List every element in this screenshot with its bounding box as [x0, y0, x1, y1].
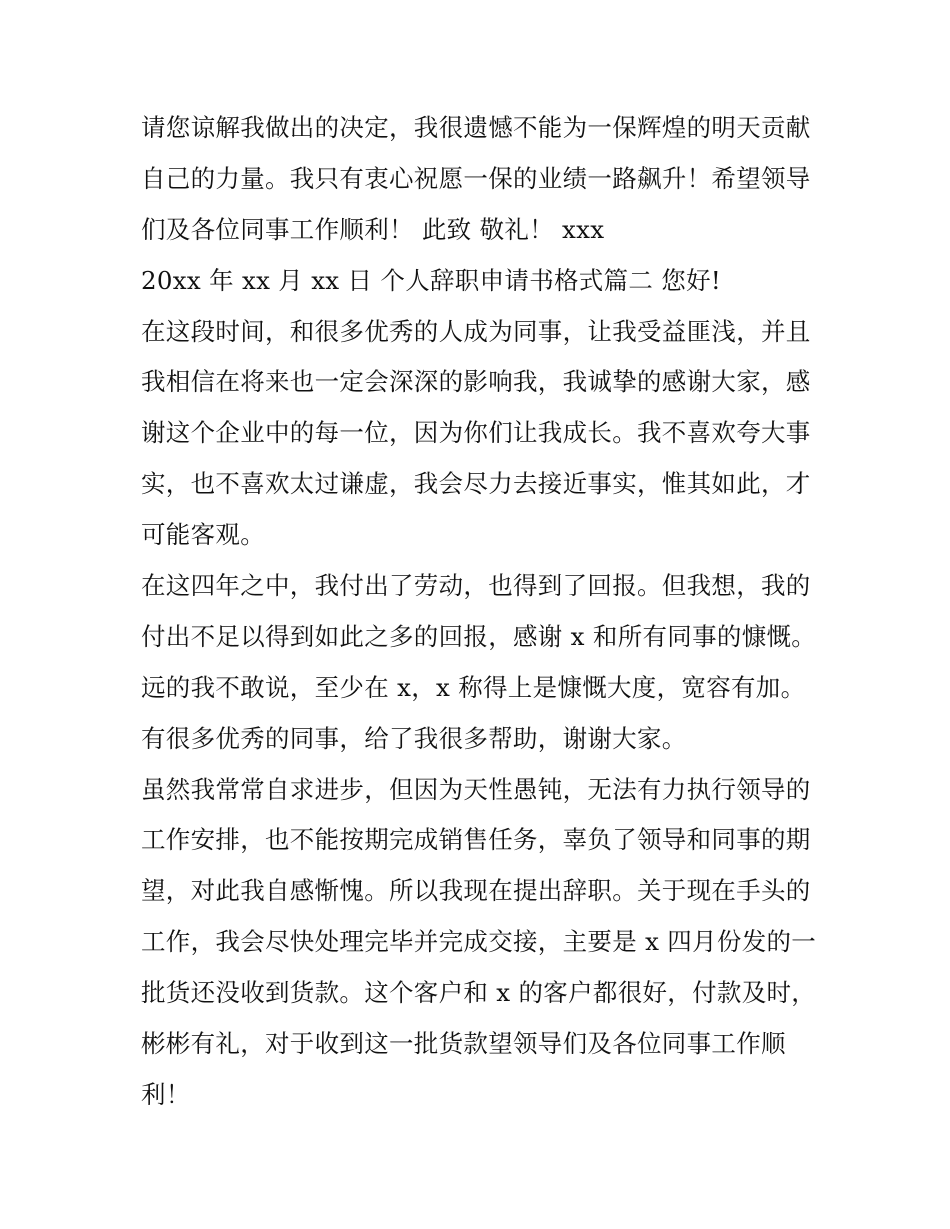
- text-line: 们及各位同事工作顺利！ 此致 敬礼！ xxx: [141, 214, 605, 244]
- text-line: 可能客观。: [141, 520, 265, 550]
- text-line: 实，也不喜欢太过谦虚，我会尽力去接近事实，惟其如此，才: [141, 469, 811, 499]
- document-body: [141, 103, 821, 1121]
- text-line: 谢这个企业中的每一位，因为你们让我成长。我不喜欢夸大事: [141, 418, 811, 448]
- text-line: 远的我不敢说，至少在 x，x 称得上是慷慨大度，宽容有加。: [141, 672, 806, 702]
- text-line: 批货还没收到货款。这个客户和 x 的客户都很好，付款及时，: [141, 978, 817, 1008]
- text-line: 有很多优秀的同事，给了我很多帮助，谢谢大家。: [141, 723, 687, 753]
- text-line: 付出不足以得到如此之多的回报，感谢 x 和所有同事的慷慨。: [141, 621, 817, 651]
- text-line: 虽然我常常自求进步，但因为天性愚钝，无法有力执行领导的: [141, 774, 811, 804]
- text-line: 工作安排，也不能按期完成销售任务，辜负了领导和同事的期: [141, 825, 811, 855]
- text-line: 彬彬有礼，对于收到这一批货款望领导们及各位同事工作顺: [141, 1029, 786, 1059]
- text-line: 20xx 年 xx 月 xx 日 个人辞职申请书格式篇二 您好!: [141, 265, 722, 295]
- text-line: 请您谅解我做出的决定，我很遗憾不能为一保辉煌的明天贡献: [141, 113, 811, 142]
- text-line: 利！: [141, 1079, 191, 1109]
- text-line: 望，对此我自感惭愧。所以我现在提出辞职。关于现在手头的: [141, 876, 811, 906]
- text-line: 在这四年之中，我付出了劳动，也得到了回报。但我想，我的: [141, 571, 811, 601]
- text-line: 在这段时间，和很多优秀的人成为同事，让我受益匪浅，并且: [141, 316, 811, 346]
- text-line: 自己的力量。我只有衷心祝愿一保的业绩一路飙升！希望领导: [141, 163, 811, 193]
- text-line: 工作，我会尽快处理完毕并完成交接，主要是 x 四月份发的一: [141, 927, 817, 957]
- text-line: 我相信在将来也一定会深深的影响我，我诚挚的感谢大家，感: [141, 367, 811, 397]
